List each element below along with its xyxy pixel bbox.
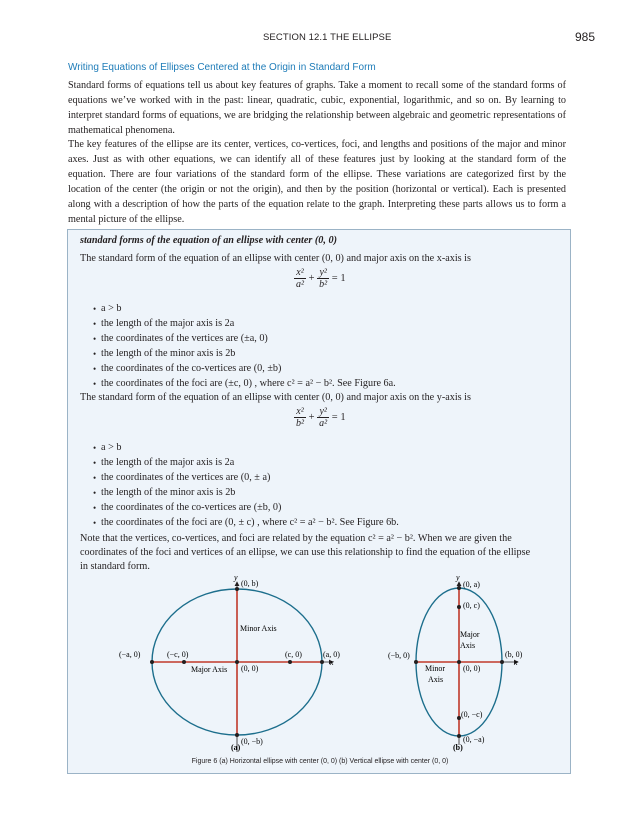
left-vertex-label-a: (−a, 0) (119, 650, 141, 659)
bullet-x-3: • the coordinates of the vertices are (±a, 0) (101, 332, 268, 346)
eq-y-num1: x² (294, 406, 306, 418)
left-focus-label-a: (−c, 0) (167, 650, 189, 659)
right-covertex-label-b: (b, 0) (505, 650, 523, 659)
box-heading: standard forms of the equation of an ellipse with center (0, 0) (80, 235, 337, 246)
note-line-3: in standard form. (80, 561, 150, 572)
page-number: 985 (575, 30, 596, 44)
y-label-a: y (234, 573, 238, 582)
minor-axis-label-a: Minor Axis (240, 624, 277, 633)
eq-y-den2: a² (319, 418, 328, 429)
bottom-focus-label-b: (0, −c) (461, 710, 483, 719)
paragraph-2: The key features of the ellipse are its center, vertices, co-vertices, foci, and lengths and positions of the major and minor axes. Just as with other equations, we can identify all of these features just by looking at the standard form of the equation. There are four variations of the standard form of the ellipse. These variations are categorized first by the location of the center (the origin or not the origin), and then by the position (horizontal or vertical). Each is presented along with a description of how the parts of the equation relate to the graph. Interpreting these parts allows us to form a mental picture of the ellipse. (68, 139, 566, 226)
eq-y-num2: y² (317, 406, 329, 418)
bullet-y-5: • the coordinates of the co-vertices are (±b, 0) (101, 501, 281, 515)
top-label-a: (0, b) (241, 579, 259, 588)
center-label-b: (0, 0) (463, 664, 481, 673)
note-line-1: Note that the vertices, co-vertices, and foci are related by the equation c² = a² − b². When we are given the (80, 533, 512, 544)
bottom-label-a: (0, −b) (241, 737, 263, 746)
eq-y-den1: b² (296, 418, 304, 429)
bullet-y-6: • the coordinates of the foci are (0, ± c) , where c² = a² − b². See Figure 6b. (101, 516, 399, 530)
left-covertex-label-b: (−b, 0) (388, 651, 410, 660)
bullet-y-3: • the coordinates of the vertices are (0, ± a) (101, 471, 270, 485)
major-axis-label-b-1: Major (460, 630, 480, 639)
bullet-x-5: • the coordinates of the co-vertices are (0, ±b) (101, 362, 281, 376)
eq-x-den1: a² (296, 279, 304, 290)
eq-x-rhs: = 1 (331, 272, 346, 284)
center-label-a: (0, 0) (241, 664, 259, 673)
equation-y-major: $\frac{\text{x²}}{\text{b²}}$ + $\frac{\text{y²}}{\text{a²}}$ = 1 (296, 406, 346, 429)
bullet-y-1: • a > b (101, 441, 121, 455)
x-label-b: x (514, 658, 518, 667)
y-label-b: y (456, 573, 460, 582)
major-axis-label-b-2: Axis (460, 641, 476, 650)
intro-x-axis: The standard form of the equation of an ellipse with center (0, 0) and major axis on the x-axis is (80, 253, 471, 264)
paragraph-1: Standard forms of equations tell us about key features of graphs. Take a moment to recall some of the standard forms of equations we’ve worked with in the past: linear, quadratic, cubic, exponential, logarithmic, and so on. By learning to interpret standard forms of equations, we are bridging the relationship between algebraic and geometric representations of mathematical phenomena. (68, 80, 566, 137)
bullet-x-6: • the coordinates of the foci are (±c, 0) , where c² = a² − b². See Figure 6a. (101, 377, 396, 391)
x-label-a: x (330, 658, 334, 667)
eq-x-den2: b² (319, 279, 328, 290)
top-label-b: (0, a) (463, 580, 480, 589)
note-line-2: coordinates of the foci and vertices of an ellipse, we can use this relationship to find the equation of the ellipse (80, 547, 531, 558)
eq-y-rhs: = 1 (331, 411, 346, 423)
bullet-y-4: • the length of the minor axis is 2b (101, 486, 235, 500)
intro-y-axis: The standard form of the equation of an ellipse with center (0, 0) and major axis on the y-axis is (80, 392, 471, 403)
bullet-x-4: • the length of the minor axis is 2b (101, 347, 235, 361)
subheading: Writing Equations of Ellipses Centered at the Origin in Standard Form (68, 62, 376, 73)
bullet-x-1: • a > b (101, 302, 121, 316)
figure-a-label: (a) (231, 743, 241, 752)
right-vertex-label-a: (a, 0) (323, 650, 340, 659)
definition-box (67, 229, 571, 774)
minor-axis-label-b-2: Axis (428, 675, 444, 684)
bullet-y-2: • the length of the major axis is 2a (101, 456, 234, 470)
major-axis-label-a: Major Axis (191, 665, 228, 674)
page-header (0, 31, 630, 47)
figure-b-label: (b) (453, 743, 463, 752)
eq-x-num1: x² (294, 267, 306, 279)
figure-caption: Figure 6 (a) Horizontal ellipse with center (0, 0) (b) Vertical ellipse with center (0, 0) (191, 758, 449, 765)
bullet-x-2: • the length of the major axis is 2a (101, 317, 234, 331)
eq-x-num2: y² (317, 267, 329, 279)
right-focus-label-a: (c, 0) (285, 650, 302, 659)
bottom-label-b: (0, −a) (463, 735, 485, 744)
equation-x-major: $\frac{\text{x²}}{\text{a²}}$ + $\frac{\text{y²}}{\text{b²}}$ = 1 (296, 267, 346, 290)
section-title: SECTION 12.1 THE ELLIPSE (263, 32, 392, 43)
top-focus-label-b: (0, c) (463, 601, 480, 610)
minor-axis-label-b-1: Minor (425, 664, 445, 673)
figure-6b (68, 230, 572, 775)
